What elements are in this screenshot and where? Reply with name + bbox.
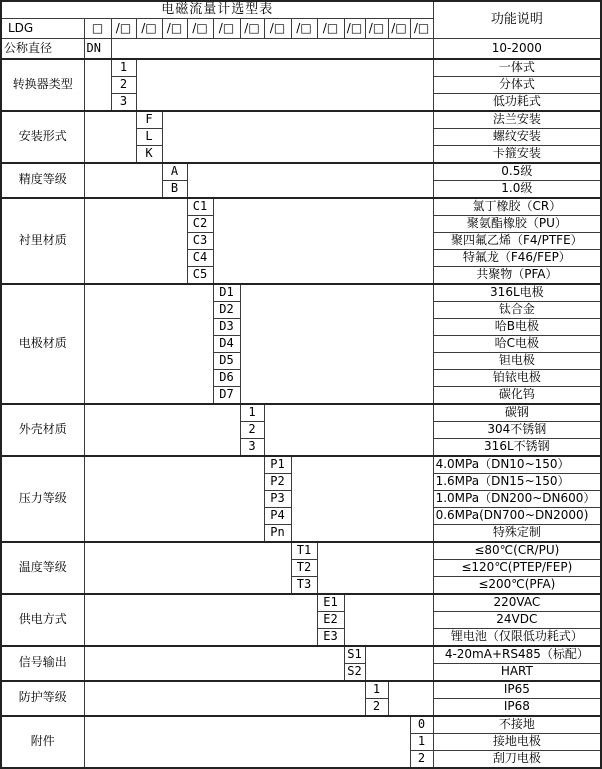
code-cell: Pn xyxy=(264,524,291,542)
model-slot: /□ xyxy=(213,19,240,39)
description-cell: 316L不锈钢 xyxy=(433,438,601,456)
description-cell: ≤80℃(CR/PU) xyxy=(433,542,601,560)
spacer-cell xyxy=(84,284,213,404)
description-cell: IP65 xyxy=(433,681,601,699)
code-cell: DN xyxy=(84,39,111,59)
description-cell: 不接地 xyxy=(433,716,601,734)
spacer-cell xyxy=(84,456,264,542)
description-cell: 0.5级 xyxy=(433,163,601,181)
description-cell: 卡箍安装 xyxy=(433,145,601,163)
code-cell: C4 xyxy=(187,249,213,266)
code-cell: E3 xyxy=(317,628,344,646)
model-slot: /□ xyxy=(344,19,365,39)
code-cell: 1 xyxy=(365,681,388,699)
code-cell: 2 xyxy=(410,750,433,768)
code-cell: E2 xyxy=(317,611,344,628)
code-cell: T2 xyxy=(291,559,317,576)
description-cell: 4-20mA+RS485（标配） xyxy=(433,646,601,664)
model-slot: /□ xyxy=(136,19,162,39)
description-cell: 法兰安装 xyxy=(433,111,601,129)
code-cell: 2 xyxy=(111,76,136,93)
description-cell: 铂铱电极 xyxy=(433,369,601,386)
description-cell: 刮刀电极 xyxy=(433,750,601,768)
category-label: 精度等级 xyxy=(1,163,84,198)
category-label: 衬里材质 xyxy=(1,198,84,284)
spacer-cell xyxy=(240,284,433,404)
description-cell: 分体式 xyxy=(433,76,601,93)
code-cell: P4 xyxy=(264,507,291,524)
category-label: 公称直径 xyxy=(1,39,84,59)
description-cell: 碳化钨 xyxy=(433,386,601,404)
code-cell: A xyxy=(162,163,187,181)
model-slot: /□ xyxy=(162,19,187,39)
description-cell: 316L电极 xyxy=(433,284,601,302)
description-cell: ≤200℃(PFA) xyxy=(433,576,601,594)
category-label: 信号输出 xyxy=(1,646,84,681)
code-cell: D1 xyxy=(213,284,240,302)
model-slot: /□ xyxy=(410,19,433,39)
code-cell: D3 xyxy=(213,318,240,335)
code-cell: D7 xyxy=(213,386,240,404)
code-cell: P3 xyxy=(264,490,291,507)
category-label: 供电方式 xyxy=(1,594,84,646)
code-cell: P1 xyxy=(264,456,291,474)
description-cell: 钽电极 xyxy=(433,352,601,369)
code-cell: B xyxy=(162,180,187,198)
category-label: 转换器类型 xyxy=(1,59,84,111)
description-cell: 锂电池（仅限低功耗式） xyxy=(433,628,601,646)
code-cell: 3 xyxy=(240,438,264,456)
description-cell: 聚四氟乙烯（F4/PTFE） xyxy=(433,232,601,249)
description-cell: IP68 xyxy=(433,698,601,716)
code-cell: 2 xyxy=(365,698,388,716)
description-cell: ≤120℃(PTEP/FEP) xyxy=(433,559,601,576)
model-slot: /□ xyxy=(317,19,344,39)
spacer-cell xyxy=(111,39,433,59)
spacer-cell xyxy=(162,111,433,163)
description-cell: 哈C电极 xyxy=(433,335,601,352)
description-cell: 碳钢 xyxy=(433,404,601,422)
description-cell: 1.0MPa（DN200~DN600） xyxy=(433,490,601,507)
description-cell: 钛合金 xyxy=(433,301,601,318)
model-slot: /□ xyxy=(264,19,291,39)
category-label: 外壳材质 xyxy=(1,404,84,456)
code-cell: C1 xyxy=(187,198,213,216)
code-cell: E1 xyxy=(317,594,344,612)
spacer-cell xyxy=(84,681,365,716)
category-label: 附件 xyxy=(1,716,84,768)
code-cell: 1 xyxy=(410,733,433,750)
description-cell: 4.0MPa（DN10~150） xyxy=(433,456,601,474)
spacer-cell xyxy=(213,198,433,284)
description-cell: 一体式 xyxy=(433,59,601,77)
model-slot: /□ xyxy=(291,19,317,39)
code-cell: 1 xyxy=(111,59,136,77)
description-cell: 螺纹安装 xyxy=(433,128,601,145)
model-slot: /□ xyxy=(111,19,136,39)
description-cell: 10-2000 xyxy=(433,39,601,59)
code-cell: S1 xyxy=(344,646,365,664)
function-column-header: 功能说明 xyxy=(433,1,601,39)
code-cell: D6 xyxy=(213,369,240,386)
category-label: 电极材质 xyxy=(1,284,84,404)
spacer-cell xyxy=(84,59,111,111)
spacer-cell xyxy=(84,594,317,646)
category-label: 温度等级 xyxy=(1,542,84,594)
code-cell: C3 xyxy=(187,232,213,249)
spacer-cell xyxy=(365,646,433,681)
spacer-cell xyxy=(388,681,433,716)
spacer-cell xyxy=(84,542,291,594)
description-cell: 1.0级 xyxy=(433,180,601,198)
code-cell: C5 xyxy=(187,266,213,284)
category-label: 压力等级 xyxy=(1,456,84,542)
code-cell: P2 xyxy=(264,473,291,490)
category-label: 防护等级 xyxy=(1,681,84,716)
code-cell: T3 xyxy=(291,576,317,594)
code-cell: T1 xyxy=(291,542,317,560)
model-slot: /□ xyxy=(187,19,213,39)
spacer-cell xyxy=(187,163,433,198)
code-cell: D2 xyxy=(213,301,240,318)
model-prefix: LDG xyxy=(1,19,84,39)
model-slot: /□ xyxy=(388,19,410,39)
table-title: 电磁流量计选型表 xyxy=(1,1,433,19)
spacer-cell xyxy=(84,716,410,768)
code-cell: S2 xyxy=(344,663,365,681)
code-cell: 2 xyxy=(240,421,264,438)
description-cell: 共聚物（PFA） xyxy=(433,266,601,284)
description-cell: 1.6MPa（DN15~150） xyxy=(433,473,601,490)
spacer-cell xyxy=(291,456,433,542)
category-label: 安装形式 xyxy=(1,111,84,163)
description-cell: 聚氨酯橡胶（PU） xyxy=(433,215,601,232)
code-cell: D4 xyxy=(213,335,240,352)
description-cell: 304不锈钢 xyxy=(433,421,601,438)
spacer-cell xyxy=(84,111,136,163)
spacer-cell xyxy=(264,404,433,456)
model-first-box: □ xyxy=(84,19,111,39)
spacer-cell xyxy=(84,198,187,284)
model-slot: /□ xyxy=(240,19,264,39)
spacer-cell xyxy=(84,163,162,198)
description-cell: 特氟龙（F46/FEP） xyxy=(433,249,601,266)
description-cell: 低功耗式 xyxy=(433,93,601,111)
code-cell: F xyxy=(136,111,162,129)
spacer-cell xyxy=(136,59,433,111)
description-cell: 0.6MPa(DN700~DN2000) xyxy=(433,507,601,524)
description-cell: 接地电极 xyxy=(433,733,601,750)
code-cell: 1 xyxy=(240,404,264,422)
spacer-cell xyxy=(84,646,344,681)
code-cell: D5 xyxy=(213,352,240,369)
description-cell: 哈B电极 xyxy=(433,318,601,335)
description-cell: 氯丁橡胶（CR） xyxy=(433,198,601,216)
code-cell: C2 xyxy=(187,215,213,232)
model-slot: /□ xyxy=(365,19,388,39)
description-cell: HART xyxy=(433,663,601,681)
code-cell: 3 xyxy=(111,93,136,111)
code-cell: K xyxy=(136,145,162,163)
code-cell: 0 xyxy=(410,716,433,734)
description-cell: 24VDC xyxy=(433,611,601,628)
spacer-cell xyxy=(344,594,433,646)
description-cell: 特殊定制 xyxy=(433,524,601,542)
spacer-cell xyxy=(84,404,240,456)
spacer-cell xyxy=(317,542,433,594)
description-cell: 220VAC xyxy=(433,594,601,612)
code-cell: L xyxy=(136,128,162,145)
